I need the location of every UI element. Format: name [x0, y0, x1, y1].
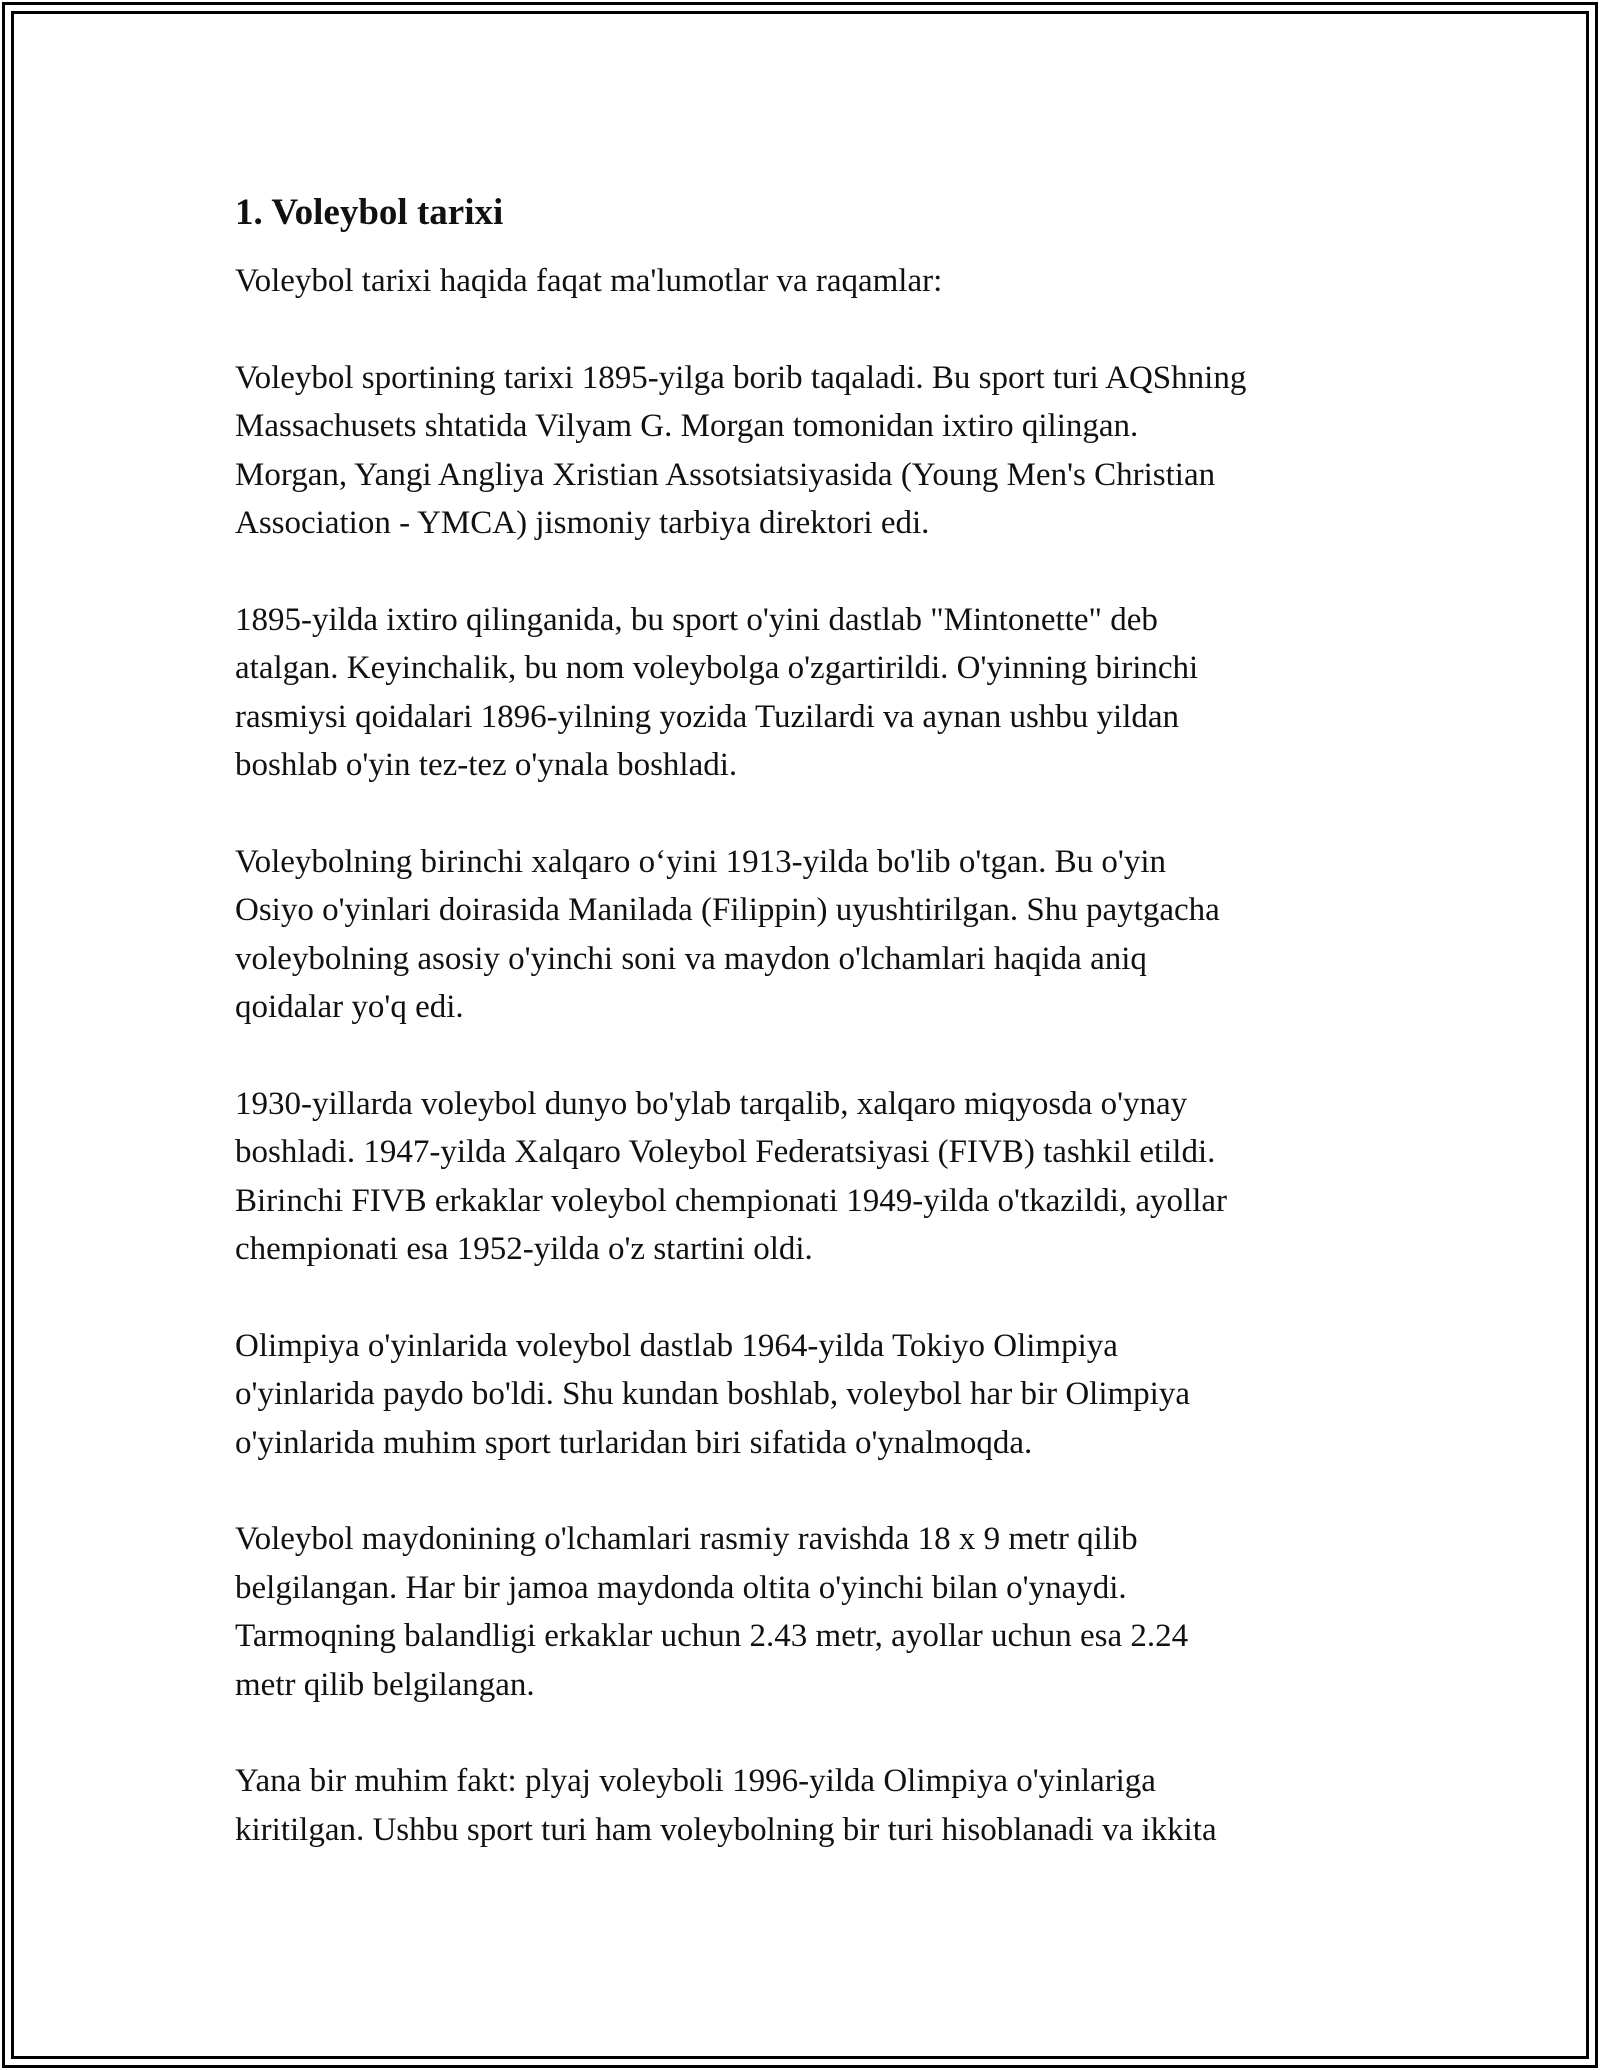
text-line: Voleybol maydonining o'lchamlari rasmiy ravishda 18 x 9 metr qilib [235, 1521, 1138, 1557]
text-line: Voleybolning birinchi xalqaro o‘yini 1913-yilda bo'lib o'tgan. Bu o'yin [235, 843, 1167, 880]
text-line: 1930-yillarda voleybol dunyo bo'ylab tarqalib, xalqaro miqyosda o'ynay [235, 1085, 1188, 1122]
paragraph-beach-volleyball [235, 1757, 1395, 1854]
text-line: rasmiysi qoidalari 1896-yilning yozida Tuzilardi va aynan ushbu yildan [235, 698, 1180, 735]
paragraph-mintonette [235, 596, 1395, 790]
text-line: Voleybol tarixi haqida faqat ma'lumotlar va raqamlar: [235, 263, 943, 299]
document-body [235, 183, 1395, 1902]
text-line: Osiyo o'yinlari doirasida Manilada (Filippin) uyushtirilgan. Shu paytgacha [235, 892, 1220, 928]
paragraph-intro [235, 257, 1395, 306]
text-line: belgilangan. Har bir jamoa maydonda oltita o'yinchi bilan o'ynaydi. [235, 1569, 1127, 1606]
text-line: Olimpiya o'yinlarida voleybol dastlab 1964-yilda Tokiyo Olimpiya [235, 1327, 1118, 1364]
paragraph-origin [235, 354, 1395, 548]
text-line: Yana bir muhim fakt: plyaj voleyboli 1996-yilda Olimpiya o'yinlariga [235, 1763, 1156, 1799]
text-line: voleybolning asosiy o'yinchi soni va maydon o'lchamlari haqida aniq [235, 940, 1147, 977]
text-line: 1895-yilda ixtiro qilinganida, bu sport o'yini dastlab "Mintonette" deb [235, 601, 1158, 638]
section-heading: 1. Voleybol tarixi [235, 192, 504, 233]
paragraph-court-dimensions [235, 1515, 1395, 1709]
text-line: Tarmoqning balandligi erkaklar uchun 2.43 metr, ayollar uchun esa 2.24 [235, 1618, 1189, 1654]
text-line: boshladi. 1947-yilda Xalqaro Voleybol Federatsiyasi (FIVB) tashkil etildi. [235, 1134, 1216, 1170]
paragraph-fivb [235, 1080, 1395, 1274]
text-line: atalgan. Keyinchalik, bu nom voleybolga o'zgartirildi. O'yinning birinchi [235, 650, 1199, 686]
text-line: kiritilgan. Ushbu sport turi ham voleybolning bir turi hisoblanadi va ikkita [235, 1811, 1217, 1848]
text-line: o'yinlarida muhim sport turlaridan biri sifatida o'ynalmoqda. [235, 1424, 1033, 1461]
paragraph-olympics [235, 1322, 1395, 1468]
paragraph-first-international [235, 838, 1395, 1032]
text-line: o'yinlarida paydo bo'ldi. Shu kundan boshlab, voleybol har bir Olimpiya [235, 1376, 1191, 1412]
text-line: Birinchi FIVB erkaklar voleybol chempionati 1949-yilda o'tkazildi, ayollar [235, 1182, 1228, 1219]
text-line: Association - YMCA) jismoniy tarbiya direktori edi. [235, 505, 930, 541]
text-line: Voleybol sportining tarixi 1895-yilga borib taqaladi. Bu sport turi AQShning [235, 359, 1247, 396]
text-line: Massachusets shtatida Vilyam G. Morgan tomonidan ixtiro qilingan. [235, 408, 1139, 444]
text-line: qoidalar yo'q edi. [235, 989, 464, 1025]
text-line: boshlab o'yin tez-tez o'ynala boshladi. [235, 747, 738, 783]
text-line: Morgan, Yangi Angliya Xristian Assotsiatsiyasida (Young Men's Christian [235, 456, 1216, 493]
text-line: chempionati esa 1952-yilda o'z startini oldi. [235, 1231, 813, 1267]
text-line: metr qilib belgilangan. [235, 1666, 535, 1703]
